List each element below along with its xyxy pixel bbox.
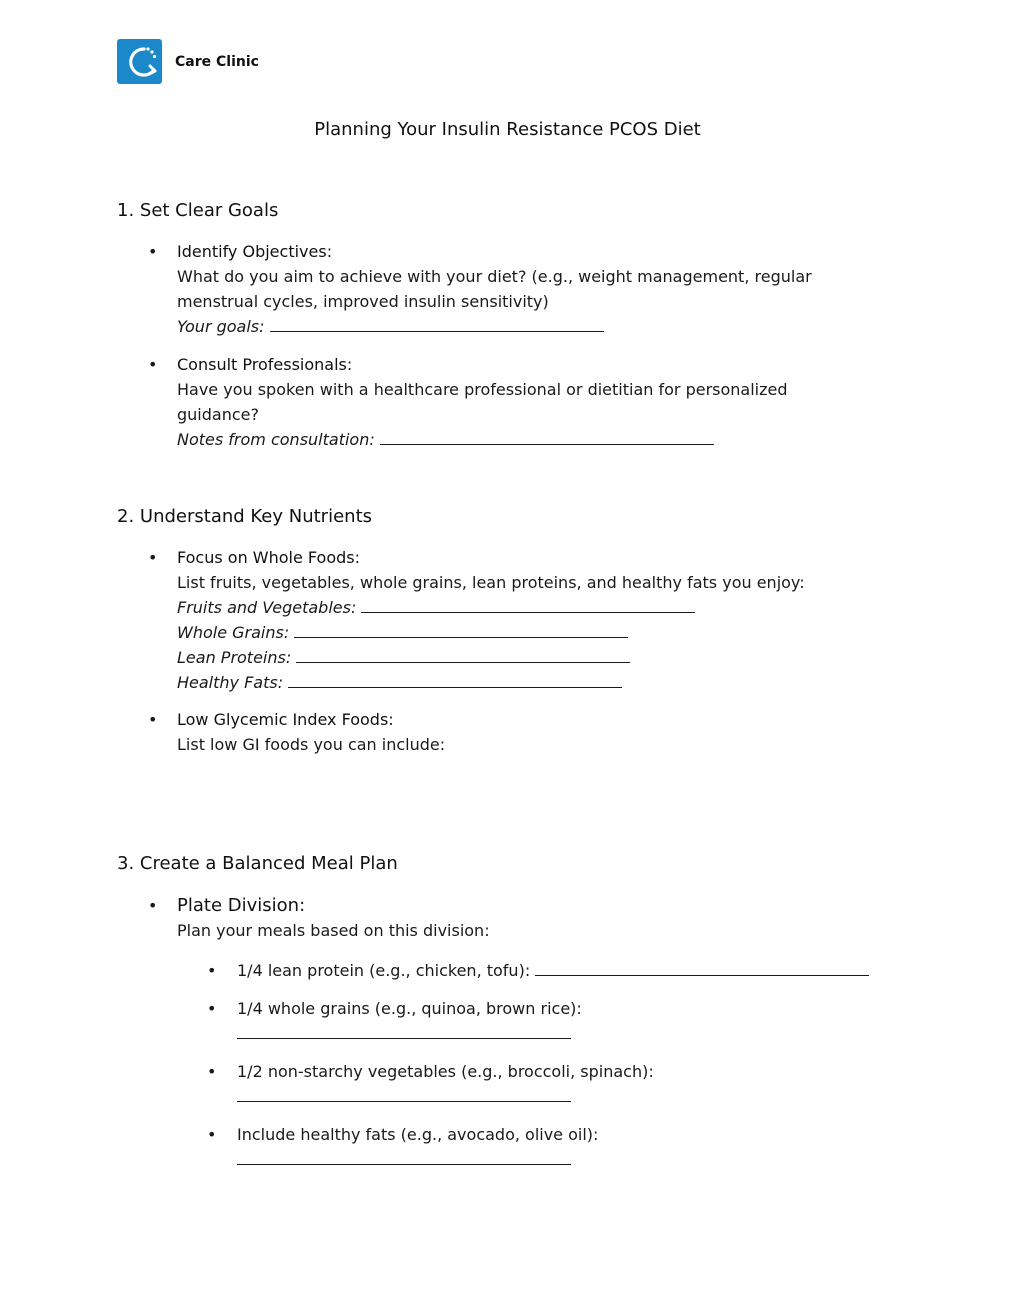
item-label: Plate Division (177, 895, 300, 916)
plate-non-starchy-vegetables (207, 1059, 887, 1109)
section-heading-nutrients: 2. Understand Key Nutrients (117, 506, 373, 527)
field-label: Whole Grains: (177, 623, 290, 642)
section-heading-meal-plan: 3. Create a Balanced Meal Plan (117, 853, 398, 874)
brand-name: Care Clinic (175, 53, 259, 70)
field-label: Notes from consultation: (177, 430, 375, 449)
bullet-icon: • (207, 961, 217, 980)
whole-grains-input-line[interactable] (294, 621, 628, 638)
field-label: Healthy Fats: (177, 673, 284, 692)
item-label: Low Glycemic Index Foods: (177, 710, 394, 729)
bullet-icon: • (207, 999, 217, 1018)
plate-item-label: 1/2 non-starchy vegetables (e.g., broccoli, spinach): (237, 1062, 654, 1081)
bullet-icon: • (207, 1062, 217, 1081)
bullet-icon: • (148, 355, 158, 374)
item-low-gi-foods (148, 707, 857, 757)
item-label: Identify Objectives (177, 242, 327, 261)
goals-input-line[interactable] (270, 315, 604, 332)
bullet-icon: • (148, 896, 158, 915)
field-label: Fruits and Vegetables: (177, 598, 357, 617)
bullet-icon: • (148, 242, 158, 261)
item-description: List fruits, vegetables, whole grains, lean proteins, and healthy fats you enjoy: (177, 573, 805, 592)
bullet-icon: • (148, 548, 158, 567)
consultation-notes-input-line[interactable] (380, 428, 714, 445)
section-heading-goals: 1. Set Clear Goals (117, 200, 279, 221)
plate-healthy-fats (207, 1122, 887, 1172)
item-consult-professionals: • Consult Professionals: Have you spoken with a healthcare professional or dietitian for personalized guidance? Notes from consultation: (177, 352, 857, 452)
healthy-fats-input-line[interactable] (288, 671, 622, 688)
item-label: Focus on Whole Foods (177, 548, 355, 567)
plate-lean-protein (207, 958, 887, 983)
fruits-vegetables-input-line[interactable] (361, 596, 695, 613)
healthy-fats-plate-input-line[interactable] (237, 1148, 571, 1165)
header (117, 39, 259, 84)
item-description: What do you aim to achieve with your diet? (e.g., weight management, regular menstrual cycles, improved insulin sensitivity) (177, 267, 812, 311)
bullet-icon: • (148, 710, 158, 729)
item-plate-division: • Plate Division: Plan your meals based on this division: (177, 893, 857, 943)
bullet-icon: • (207, 1125, 217, 1144)
plate-item-label: 1/4 lean protein (e.g., chicken, tofu): (237, 961, 531, 980)
item-identify-objectives: • Identify Objectives: What do you aim to achieve with your diet? (e.g., weight management, regular menstrual cycles, improved insulin sensitivity) Your goals: (177, 239, 857, 339)
field-label: Lean Proteins: (177, 648, 292, 667)
lean-proteins-input-line[interactable] (296, 646, 630, 663)
vegetables-plate-input-line[interactable] (237, 1085, 571, 1102)
item-label: Consult Professionals (177, 355, 347, 374)
whole-grains-plate-input-line[interactable] (237, 1022, 571, 1039)
item-whole-foods: • Focus on Whole Foods: List fruits, vegetables, whole grains, lean proteins, and healthy fats you enjoy: Fruits and Vegetables: Whole Grains: Lean Proteins: Healthy Fats: (177, 545, 877, 695)
plate-item-label: Include healthy fats (e.g., avocado, olive oil): (237, 1125, 599, 1144)
plate-whole-grains (207, 996, 887, 1046)
lean-protein-input-line[interactable] (535, 959, 869, 976)
field-label: Your goals: (177, 317, 265, 336)
item-description: Have you spoken with a healthcare professional or dietitian for personalized guidance? (177, 380, 788, 424)
item-description: List low GI foods you can include: (177, 735, 446, 754)
plate-item-label: 1/4 whole grains (e.g., quinoa, brown rice): (237, 999, 582, 1018)
item-description: Plan your meals based on this division: (177, 921, 490, 940)
care-clinic-logo-icon (117, 39, 162, 84)
document-title: Planning Your Insulin Resistance PCOS Diet (314, 119, 701, 140)
